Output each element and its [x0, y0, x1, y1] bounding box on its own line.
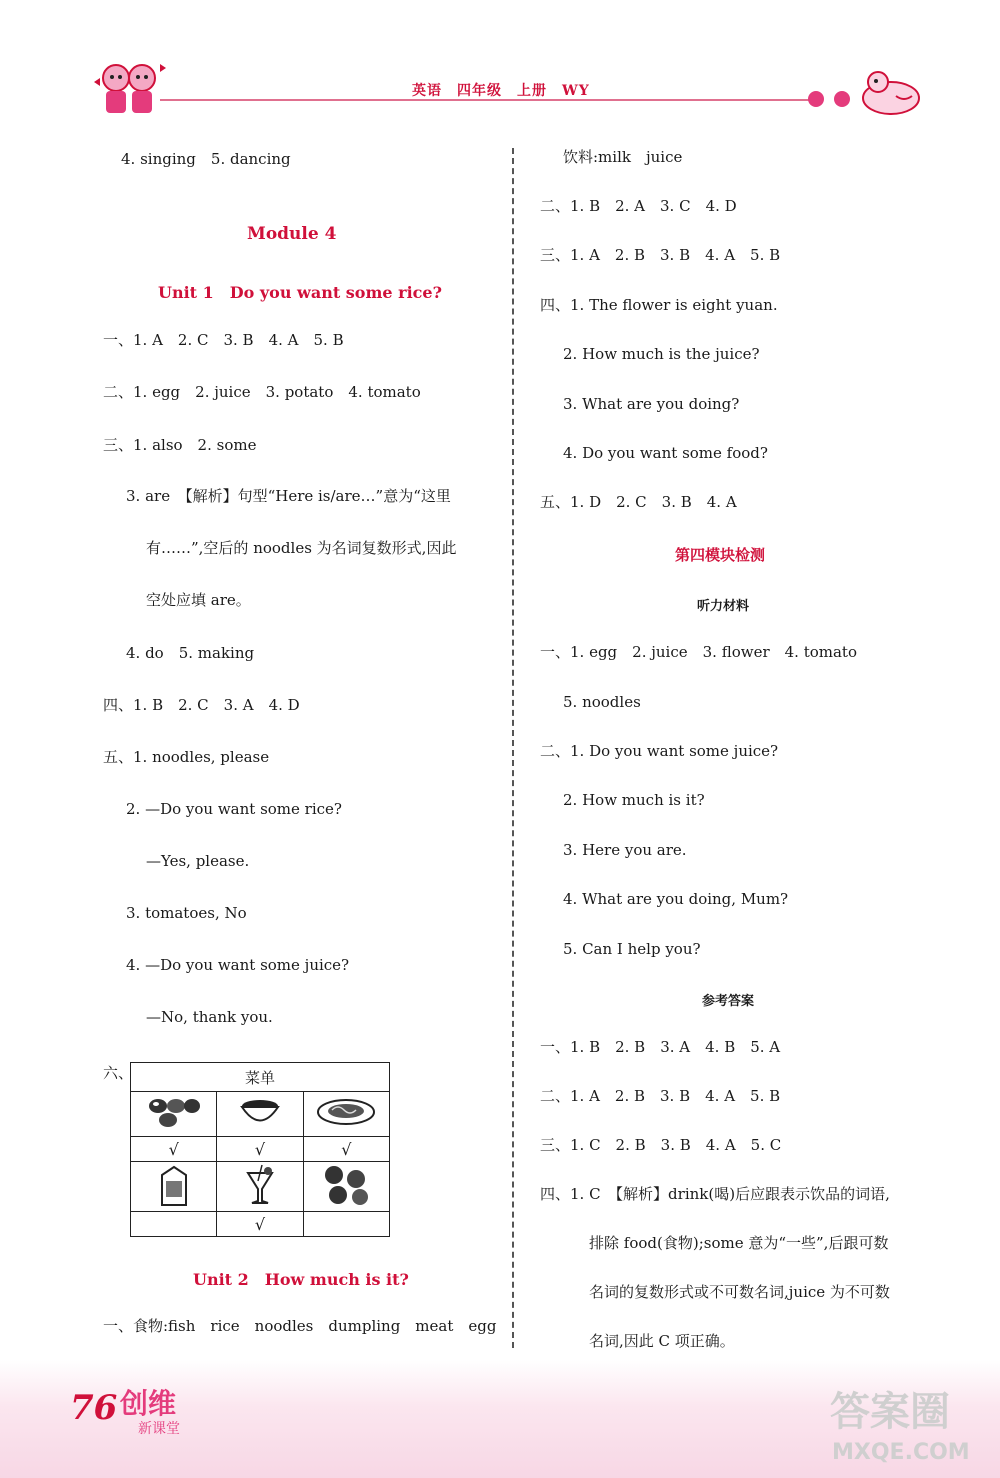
watermark-logo: 答案圈 — [830, 1389, 950, 1435]
answer-line: 一、1. B 2. B 3. A 4. B 5. A — [540, 1038, 781, 1056]
menu-table — [130, 1062, 390, 1237]
answer-line: 一、1. egg 2. juice 3. flower 4. tomato — [540, 643, 857, 661]
explanation-line: 有……”,空后的 noodles 为名词复数形式,因此 — [146, 539, 457, 557]
answer-line: —No, thank you. — [146, 1008, 273, 1026]
tomatoes-icon — [303, 1162, 389, 1212]
answer-line: 3. tomatoes, No — [126, 904, 247, 922]
explanation-line: 名词的复数形式或不可数名词,juice 为不可数 — [589, 1283, 890, 1301]
answer-line: —Yes, please. — [146, 852, 250, 870]
brand-logo: 创维 — [120, 1387, 177, 1420]
explanation-line: 四、1. C 【解析】drink(喝)后应跟表示饮品的词语, — [540, 1185, 890, 1203]
noodles-plate-icon — [303, 1092, 389, 1137]
section-heading: 第四模块检测 — [675, 546, 766, 564]
explanation-line: 排除 food(食物);some 意为“一些”,后跟可数 — [589, 1234, 889, 1252]
answer-line: 二、1. B 2. A 3. C 4. D — [540, 197, 737, 215]
unit-heading: Unit 1 Do you want some rice? — [158, 283, 442, 302]
answer-line: 3. Here you are. — [563, 841, 687, 859]
answer-line: 四、1. The flower is eight yuan. — [540, 296, 778, 314]
answer-line: 饮料:milk juice — [563, 148, 683, 166]
answer-line: 二、1. A 2. B 3. B 4. A 5. B — [540, 1087, 781, 1105]
answer-line: 一、1. A 2. C 3. B 4. A 5. B — [103, 331, 344, 349]
menu-check — [131, 1212, 217, 1237]
page-number: 76 — [70, 1388, 118, 1428]
answer-line: 四、1. B 2. C 3. A 4. D — [103, 696, 300, 714]
answer-line: 六、 — [103, 1064, 134, 1082]
header-decoration-cartoon-icon — [856, 66, 926, 116]
explanation-line: 空处应填 are。 — [146, 591, 251, 609]
answer-line: 一、食物:fish rice noodles dumpling meat egg — [103, 1317, 497, 1335]
answer-line: 二、1. Do you want some juice? — [540, 742, 779, 760]
header-title: 英语 四年级 上册 WY — [412, 83, 590, 99]
menu-check: √ — [303, 1137, 389, 1162]
answer-line: 三、1. C 2. B 3. B 4. A 5. C — [540, 1136, 782, 1154]
menu-title: 菜单 — [131, 1063, 390, 1092]
explanation-line: 3. are 【解析】句型“Here is/are…”意为“这里 — [126, 487, 451, 505]
module-heading: Module 4 — [247, 224, 337, 244]
brand-subtitle: 新课堂 — [138, 1421, 180, 1437]
header-dot — [808, 91, 824, 107]
subsection-heading: 参考答案 — [702, 994, 755, 1009]
answer-line: 3. What are you doing? — [563, 395, 740, 413]
answer-line: 2. How much is the juice? — [563, 345, 760, 363]
answer-line: 二、1. egg 2. juice 3. potato 4. tomato — [103, 383, 421, 401]
eggs-icon — [131, 1092, 217, 1137]
watermark-url: MXQE.COM — [832, 1440, 970, 1465]
answer-line: 三、1. also 2. some — [103, 436, 257, 454]
column-divider — [512, 148, 514, 1348]
juice-glass-icon — [217, 1162, 303, 1212]
answer-line: 4. Do you want some food? — [563, 444, 768, 462]
answer-line: 五、1. noodles, please — [103, 748, 270, 766]
menu-check: √ — [217, 1137, 303, 1162]
subsection-heading: 听力材料 — [697, 599, 750, 614]
answer-line: 五、1. D 2. C 3. B 4. A — [540, 493, 737, 511]
header-rule — [160, 99, 810, 101]
unit-heading: Unit 2 How much is it? — [193, 1270, 409, 1289]
explanation-line: 名词,因此 C 项正确。 — [589, 1332, 735, 1350]
header-dot — [834, 91, 850, 107]
answer-line: 5. Can I help you? — [563, 940, 701, 958]
answer-line: 2. How much is it? — [563, 791, 705, 809]
menu-check: √ — [131, 1137, 217, 1162]
menu-check: √ — [217, 1212, 303, 1237]
menu-check — [303, 1212, 389, 1237]
answer-line: 2. —Do you want some rice? — [126, 800, 342, 818]
answer-line: 4. —Do you want some juice? — [126, 956, 350, 974]
answer-line: 三、1. A 2. B 3. B 4. A 5. B — [540, 246, 781, 264]
answer-line: 4. What are you doing, Mum? — [563, 890, 789, 908]
header-decoration-kids-icon — [90, 58, 170, 120]
answer-line: 4. singing 5. dancing — [121, 150, 291, 168]
milk-carton-icon — [131, 1162, 217, 1212]
answer-line: 5. noodles — [563, 693, 641, 711]
rice-bowl-icon — [217, 1092, 303, 1137]
answer-line: 4. do 5. making — [126, 644, 255, 662]
